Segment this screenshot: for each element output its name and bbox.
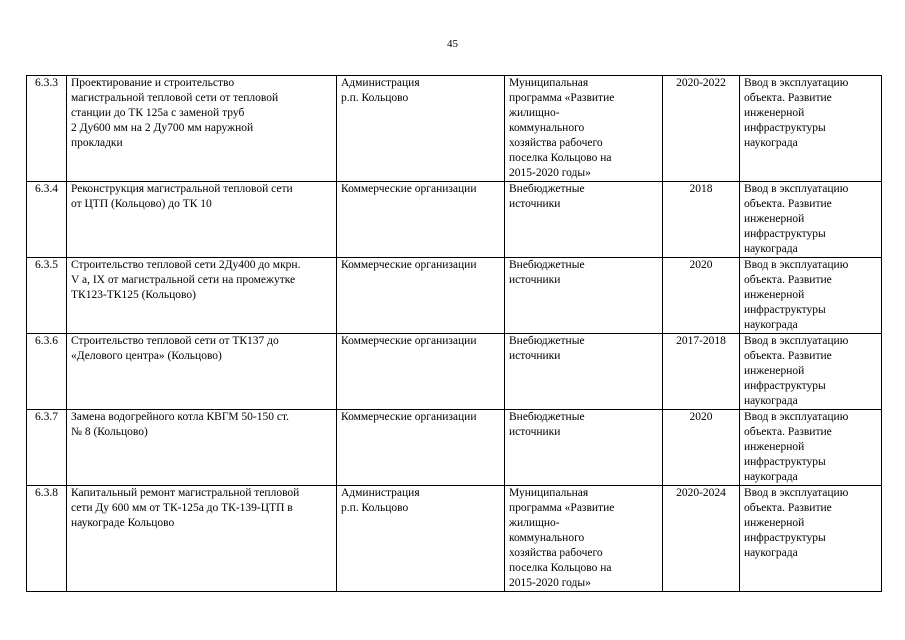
- item-name: Строительство тепловой сети 2Ду400 до мкрн. V а, IX от магистральной сети на промежутке ТК123-ТК125 (Кольцово): [67, 258, 337, 334]
- item-number: 6.3.4: [27, 182, 67, 258]
- item-executor: Коммерческие организации: [337, 182, 505, 258]
- item-name: Проектирование и строительство магистральной тепловой сети от тепловой станции до ТК 125а с заменой труб 2 Ду600 мм на 2 Ду700 мм наружной прокладки: [67, 76, 337, 182]
- item-name: Капитальный ремонт магистральной тепловой сети Ду 600 мм от ТК-125а до ТК-139-ЦТП в наукограде Кольцово: [67, 486, 337, 592]
- item-years: 2020-2024: [663, 486, 740, 592]
- item-years: 2020: [663, 410, 740, 486]
- table-row: [27, 182, 882, 258]
- item-number: 6.3.7: [27, 410, 67, 486]
- item-years: 2020: [663, 258, 740, 334]
- table-row: [27, 258, 882, 334]
- item-number: 6.3.3: [27, 76, 67, 182]
- page-number: 45: [447, 38, 458, 50]
- item-number: 6.3.6: [27, 334, 67, 410]
- item-executor: Администрация р.п. Кольцово: [337, 76, 505, 182]
- item-result: Ввод в эксплуатацию объекта. Развитие инженерной инфраструктуры наукограда: [740, 410, 882, 486]
- table-row: [27, 76, 882, 182]
- item-name: Замена водогрейного котла КВГМ 50-150 ст. № 8 (Кольцово): [67, 410, 337, 486]
- table-row: [27, 486, 882, 592]
- item-funding-source: Муниципальная программа «Развитие жилищно- коммунального хозяйства рабочего поселка Кольцово на 2015-2020 годы»: [505, 486, 663, 592]
- item-name: Реконструкция магистральной тепловой сети от ЦТП (Кольцово) до ТК 10: [67, 182, 337, 258]
- item-result: Ввод в эксплуатацию объекта. Развитие инженерной инфраструктуры наукограда: [740, 258, 882, 334]
- item-funding-source: Внебюджетные источники: [505, 410, 663, 486]
- item-years: 2020-2022: [663, 76, 740, 182]
- item-executor: Коммерческие организации: [337, 410, 505, 486]
- item-number: 6.3.8: [27, 486, 67, 592]
- item-funding-source: Внебюджетные источники: [505, 334, 663, 410]
- item-executor: Коммерческие организации: [337, 258, 505, 334]
- item-funding-source: Муниципальная программа «Развитие жилищно- коммунального хозяйства рабочего поселка Кольцово на 2015-2020 годы»: [505, 76, 663, 182]
- item-result: Ввод в эксплуатацию объекта. Развитие инженерной инфраструктуры наукограда: [740, 486, 882, 592]
- item-result: Ввод в эксплуатацию объекта. Развитие инженерной инфраструктуры наукограда: [740, 76, 882, 182]
- item-executor: Администрация р.п. Кольцово: [337, 486, 505, 592]
- item-name: Строительство тепловой сети от ТК137 до «Делового центра» (Кольцово): [67, 334, 337, 410]
- item-funding-source: Внебюджетные источники: [505, 182, 663, 258]
- item-number: 6.3.5: [27, 258, 67, 334]
- table-row: [27, 410, 882, 486]
- measures-table: [26, 75, 882, 592]
- item-executor: Коммерческие организации: [337, 334, 505, 410]
- item-result: Ввод в эксплуатацию объекта. Развитие инженерной инфраструктуры наукограда: [740, 182, 882, 258]
- item-years: 2017-2018: [663, 334, 740, 410]
- item-funding-source: Внебюджетные источники: [505, 258, 663, 334]
- table-row: [27, 334, 882, 410]
- item-years: 2018: [663, 182, 740, 258]
- item-result: Ввод в эксплуатацию объекта. Развитие инженерной инфраструктуры наукограда: [740, 334, 882, 410]
